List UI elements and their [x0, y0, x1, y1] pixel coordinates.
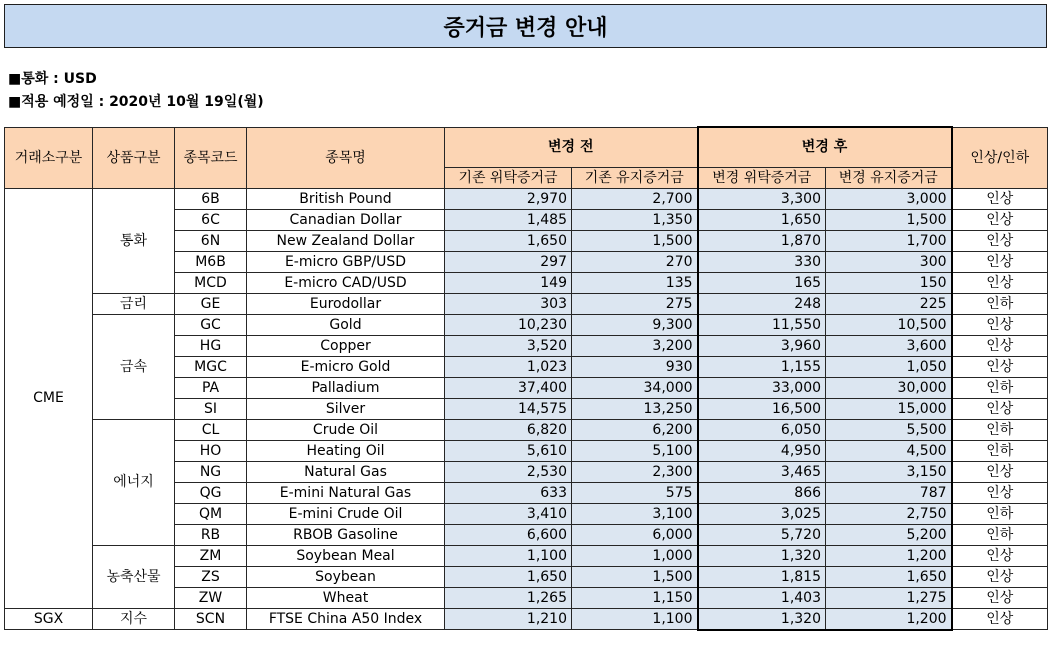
after-maint-cell: 15,000 — [826, 398, 952, 419]
name-cell: Natural Gas — [247, 461, 445, 482]
after-maint-cell: 1,200 — [826, 545, 952, 566]
change-cell: 인상 — [952, 608, 1048, 630]
before-initial-cell: 3,410 — [445, 503, 572, 524]
header-product: 상품구분 — [93, 127, 175, 188]
after-initial-cell: 1,155 — [698, 356, 826, 377]
code-cell: GE — [175, 293, 247, 314]
after-initial-cell: 6,050 — [698, 419, 826, 440]
category-cell: 에너지 — [93, 419, 175, 545]
header-before: 변경 전 — [445, 127, 698, 167]
after-maint-cell: 1,200 — [826, 608, 952, 630]
code-cell: 6B — [175, 188, 247, 209]
code-cell: ZW — [175, 587, 247, 608]
after-maint-cell: 1,275 — [826, 587, 952, 608]
after-initial-cell: 330 — [698, 251, 826, 272]
name-cell: Soybean Meal — [247, 545, 445, 566]
before-maint-cell: 1,500 — [572, 230, 698, 251]
code-cell: SCN — [175, 608, 247, 630]
before-initial-cell: 1,100 — [445, 545, 572, 566]
before-initial-cell: 1,210 — [445, 608, 572, 630]
before-maint-cell: 275 — [572, 293, 698, 314]
change-cell: 인상 — [952, 209, 1048, 230]
before-initial-cell: 1,265 — [445, 587, 572, 608]
category-cell: 금속 — [93, 314, 175, 419]
header-exchange: 거래소구분 — [5, 127, 93, 188]
code-cell: CL — [175, 419, 247, 440]
code-cell: PA — [175, 377, 247, 398]
code-cell: HG — [175, 335, 247, 356]
after-initial-cell: 1,815 — [698, 566, 826, 587]
after-maint-cell: 3,600 — [826, 335, 952, 356]
name-cell: Gold — [247, 314, 445, 335]
after-initial-cell: 1,320 — [698, 608, 826, 630]
before-initial-cell: 5,610 — [445, 440, 572, 461]
after-initial-cell: 16,500 — [698, 398, 826, 419]
after-maint-cell: 3,000 — [826, 188, 952, 209]
after-initial-cell: 11,550 — [698, 314, 826, 335]
before-initial-cell: 3,520 — [445, 335, 572, 356]
change-cell: 인상 — [952, 314, 1048, 335]
change-cell: 인상 — [952, 587, 1048, 608]
after-initial-cell: 3,300 — [698, 188, 826, 209]
before-initial-cell: 2,530 — [445, 461, 572, 482]
before-initial-cell: 303 — [445, 293, 572, 314]
code-cell: QM — [175, 503, 247, 524]
category-cell: 금리 — [93, 293, 175, 314]
name-cell: Eurodollar — [247, 293, 445, 314]
before-initial-cell: 1,023 — [445, 356, 572, 377]
before-initial-cell: 2,970 — [445, 188, 572, 209]
effective-date-line: ■적용 예정일 : 2020년 10월 19일(월) — [8, 94, 264, 110]
table-row — [5, 608, 1048, 630]
header-code: 종목코드 — [175, 127, 247, 188]
after-initial-cell: 1,870 — [698, 230, 826, 251]
category-cell: 농축산물 — [93, 545, 175, 608]
name-cell: E-micro GBP/USD — [247, 251, 445, 272]
change-cell: 인하 — [952, 377, 1048, 398]
name-cell: Heating Oil — [247, 440, 445, 461]
change-cell: 인상 — [952, 482, 1048, 503]
name-cell: RBOB Gasoline — [247, 524, 445, 545]
header-name: 종목명 — [247, 127, 445, 188]
change-cell: 인상 — [952, 398, 1048, 419]
change-cell: 인상 — [952, 230, 1048, 251]
category-cell: 지수 — [93, 608, 175, 630]
before-maint-cell: 135 — [572, 272, 698, 293]
change-cell: 인상 — [952, 461, 1048, 482]
before-maint-cell: 2,700 — [572, 188, 698, 209]
name-cell: British Pound — [247, 188, 445, 209]
before-maint-cell: 6,000 — [572, 524, 698, 545]
code-cell: HO — [175, 440, 247, 461]
before-maint-cell: 13,250 — [572, 398, 698, 419]
name-cell: New Zealand Dollar — [247, 230, 445, 251]
after-maint-cell: 5,200 — [826, 524, 952, 545]
header-before-initial: 기존 위탁증거금 — [445, 167, 572, 188]
before-initial-cell: 1,485 — [445, 209, 572, 230]
before-initial-cell: 37,400 — [445, 377, 572, 398]
after-maint-cell: 4,500 — [826, 440, 952, 461]
currency-line: ■통화 : USD — [8, 71, 97, 87]
table-row — [5, 419, 1048, 440]
after-maint-cell: 787 — [826, 482, 952, 503]
before-maint-cell: 930 — [572, 356, 698, 377]
change-cell: 인상 — [952, 356, 1048, 377]
code-cell: 6N — [175, 230, 247, 251]
header-before-maint: 기존 유지증거금 — [572, 167, 698, 188]
code-cell: QG — [175, 482, 247, 503]
after-maint-cell: 1,650 — [826, 566, 952, 587]
after-maint-cell: 30,000 — [826, 377, 952, 398]
before-maint-cell: 5,100 — [572, 440, 698, 461]
change-cell: 인하 — [952, 293, 1048, 314]
change-cell: 인하 — [952, 419, 1048, 440]
change-cell: 인하 — [952, 440, 1048, 461]
code-cell: MCD — [175, 272, 247, 293]
code-cell: ZS — [175, 566, 247, 587]
before-maint-cell: 1,150 — [572, 587, 698, 608]
table-row — [5, 293, 1048, 314]
before-maint-cell: 1,000 — [572, 545, 698, 566]
exchange-cell: SGX — [5, 608, 93, 630]
after-initial-cell: 5,720 — [698, 524, 826, 545]
after-initial-cell: 165 — [698, 272, 826, 293]
after-initial-cell: 1,650 — [698, 209, 826, 230]
after-initial-cell: 33,000 — [698, 377, 826, 398]
before-maint-cell: 3,200 — [572, 335, 698, 356]
header-after-maint: 변경 유지증거금 — [826, 167, 952, 188]
header-after: 변경 후 — [698, 127, 952, 167]
before-maint-cell: 1,100 — [572, 608, 698, 630]
change-cell: 인상 — [952, 566, 1048, 587]
change-cell: 인상 — [952, 272, 1048, 293]
change-cell: 인상 — [952, 335, 1048, 356]
before-maint-cell: 34,000 — [572, 377, 698, 398]
before-initial-cell: 10,230 — [445, 314, 572, 335]
code-cell: MGC — [175, 356, 247, 377]
code-cell: GC — [175, 314, 247, 335]
after-initial-cell: 3,960 — [698, 335, 826, 356]
after-initial-cell: 1,403 — [698, 587, 826, 608]
before-maint-cell: 9,300 — [572, 314, 698, 335]
name-cell: Crude Oil — [247, 419, 445, 440]
after-maint-cell: 3,150 — [826, 461, 952, 482]
table-row — [5, 188, 1048, 209]
table-body — [5, 188, 1048, 630]
after-maint-cell: 150 — [826, 272, 952, 293]
name-cell: Canadian Dollar — [247, 209, 445, 230]
before-maint-cell: 1,500 — [572, 566, 698, 587]
change-cell: 인하 — [952, 524, 1048, 545]
after-initial-cell: 248 — [698, 293, 826, 314]
before-initial-cell: 6,820 — [445, 419, 572, 440]
before-initial-cell: 149 — [445, 272, 572, 293]
name-cell: Copper — [247, 335, 445, 356]
after-initial-cell: 3,465 — [698, 461, 826, 482]
before-maint-cell: 3,100 — [572, 503, 698, 524]
before-maint-cell: 6,200 — [572, 419, 698, 440]
name-cell: E-mini Natural Gas — [247, 482, 445, 503]
table-row — [5, 545, 1048, 566]
before-initial-cell: 633 — [445, 482, 572, 503]
name-cell: Silver — [247, 398, 445, 419]
change-cell: 인상 — [952, 188, 1048, 209]
before-initial-cell: 1,650 — [445, 230, 572, 251]
code-cell: RB — [175, 524, 247, 545]
change-cell: 인상 — [952, 251, 1048, 272]
before-maint-cell: 270 — [572, 251, 698, 272]
name-cell: Soybean — [247, 566, 445, 587]
before-initial-cell: 14,575 — [445, 398, 572, 419]
code-cell: NG — [175, 461, 247, 482]
after-initial-cell: 4,950 — [698, 440, 826, 461]
code-cell: 6C — [175, 209, 247, 230]
after-maint-cell: 5,500 — [826, 419, 952, 440]
after-maint-cell: 1,500 — [826, 209, 952, 230]
name-cell: E-micro CAD/USD — [247, 272, 445, 293]
name-cell: Palladium — [247, 377, 445, 398]
after-maint-cell: 300 — [826, 251, 952, 272]
name-cell: E-micro Gold — [247, 356, 445, 377]
page-title: 증거금 변경 안내 — [4, 4, 1047, 48]
name-cell: E-mini Crude Oil — [247, 503, 445, 524]
after-initial-cell: 1,320 — [698, 545, 826, 566]
after-maint-cell: 10,500 — [826, 314, 952, 335]
code-cell: SI — [175, 398, 247, 419]
after-maint-cell: 225 — [826, 293, 952, 314]
after-maint-cell: 2,750 — [826, 503, 952, 524]
before-maint-cell: 2,300 — [572, 461, 698, 482]
name-cell: Wheat — [247, 587, 445, 608]
code-cell: ZM — [175, 545, 247, 566]
before-maint-cell: 575 — [572, 482, 698, 503]
change-cell: 인상 — [952, 545, 1048, 566]
category-cell: 통화 — [93, 188, 175, 293]
before-initial-cell: 297 — [445, 251, 572, 272]
after-initial-cell: 866 — [698, 482, 826, 503]
change-cell: 인하 — [952, 503, 1048, 524]
header-after-initial: 변경 위탁증거금 — [698, 167, 826, 188]
after-maint-cell: 1,050 — [826, 356, 952, 377]
before-initial-cell: 1,650 — [445, 566, 572, 587]
before-initial-cell: 6,600 — [445, 524, 572, 545]
table-row — [5, 314, 1048, 335]
exchange-cell: CME — [5, 188, 93, 608]
after-initial-cell: 3,025 — [698, 503, 826, 524]
margin-change-table — [4, 126, 1048, 631]
name-cell: FTSE China A50 Index — [247, 608, 445, 630]
code-cell: M6B — [175, 251, 247, 272]
before-maint-cell: 1,350 — [572, 209, 698, 230]
header-change: 인상/인하 — [952, 127, 1048, 188]
after-maint-cell: 1,700 — [826, 230, 952, 251]
